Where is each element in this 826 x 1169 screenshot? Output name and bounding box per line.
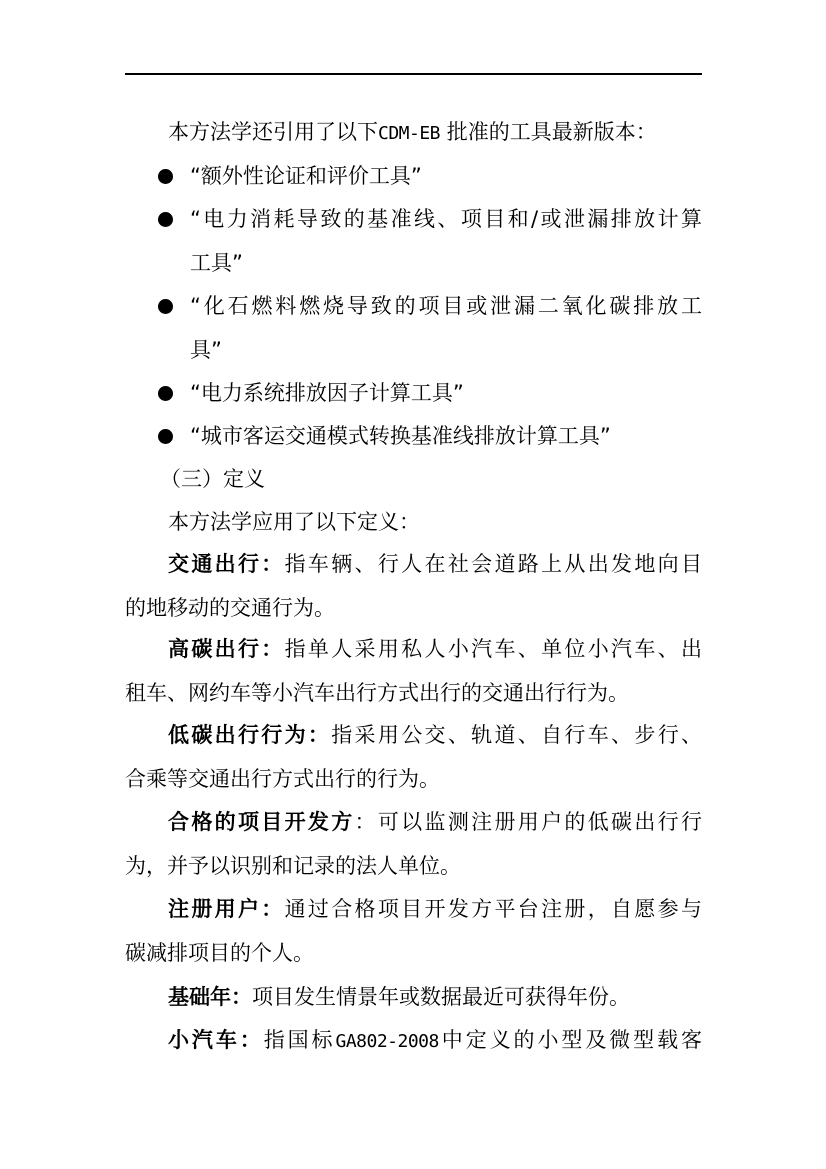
definition-term: 小汽车： xyxy=(168,1028,264,1052)
definition-item xyxy=(168,895,702,923)
standard-code: GA802-2008 xyxy=(335,1031,439,1052)
definition-continued: 为，并予以识别和记录的法人单位。 xyxy=(125,854,461,878)
definition-item xyxy=(168,721,702,749)
intro-suffix: 批准的工具最新版本： xyxy=(440,120,657,144)
definition-text: 指国标 xyxy=(263,1028,336,1052)
intro-prefix: 本方法学还引用了以下 xyxy=(168,120,378,144)
definition-item xyxy=(168,1026,702,1056)
definition-item xyxy=(168,635,702,663)
definition-term: 基础年： xyxy=(168,985,252,1009)
definitions-intro: 本方法学应用了以下定义： xyxy=(168,510,420,534)
definition-term: 高碳出行： xyxy=(168,637,285,661)
tool-item-continued: 具” xyxy=(190,338,222,362)
tool-item: “化石燃料燃烧导致的项目或泄漏二氧化碳排放工 xyxy=(190,294,702,318)
definition-continued: 合乘等交通出行方式出行的行为。 xyxy=(125,767,440,791)
definition-text: 项目发生情景年或数据最近可获得年份。 xyxy=(252,985,630,1009)
header-rule xyxy=(125,73,702,75)
definition-text: 中定义的小型及微型载客 xyxy=(438,1028,703,1052)
tool-item: “电力消耗导致的基准线、项目和/或泄漏排放计算 xyxy=(190,207,702,231)
section-heading: （三）定义 xyxy=(160,467,265,491)
definition-term: 合格的项目开发方 xyxy=(168,810,355,834)
tool-item: “电力系统排放因子计算工具” xyxy=(190,381,464,405)
definition-text: 通过合格项目开发方平台注册，自愿参与 xyxy=(284,897,703,921)
definition-continued: 的地移动的交通行为。 xyxy=(125,596,335,620)
intro-paragraph xyxy=(168,118,702,148)
definition-item xyxy=(168,550,702,578)
bullet-icon xyxy=(158,299,173,314)
bullet-icon xyxy=(158,386,173,401)
definition-item xyxy=(168,983,702,1011)
definition-term: 注册用户： xyxy=(168,897,285,921)
definition-continued: 租车、网约车等小汽车出行方式出行的交通出行行为。 xyxy=(125,681,629,705)
tool-item: “额外性论证和评价工具” xyxy=(190,164,422,188)
definition-text: 指车辆、行人在社会道路上从出发地向目 xyxy=(284,552,703,576)
tool-item-continued: 工具” xyxy=(190,251,243,275)
bullet-icon xyxy=(158,212,173,227)
definition-item xyxy=(168,808,702,836)
definition-term: 低碳出行行为： xyxy=(168,723,332,747)
bullet-icon xyxy=(158,169,173,184)
definition-continued: 碳减排项目的个人。 xyxy=(125,941,314,965)
tool-item: “城市客运交通模式转换基准线排放计算工具” xyxy=(190,424,611,448)
bullet-icon xyxy=(158,429,173,444)
definition-text: ：可以监测注册用户的低碳出行行 xyxy=(354,810,703,834)
intro-code: CDM-EB xyxy=(378,123,441,144)
definition-term: 交通出行： xyxy=(168,552,285,576)
definition-text: 指单人采用私人小汽车、单位小汽车、出 xyxy=(284,637,703,661)
definition-text: 指采用公交、轨道、自行车、步行、 xyxy=(331,723,703,747)
